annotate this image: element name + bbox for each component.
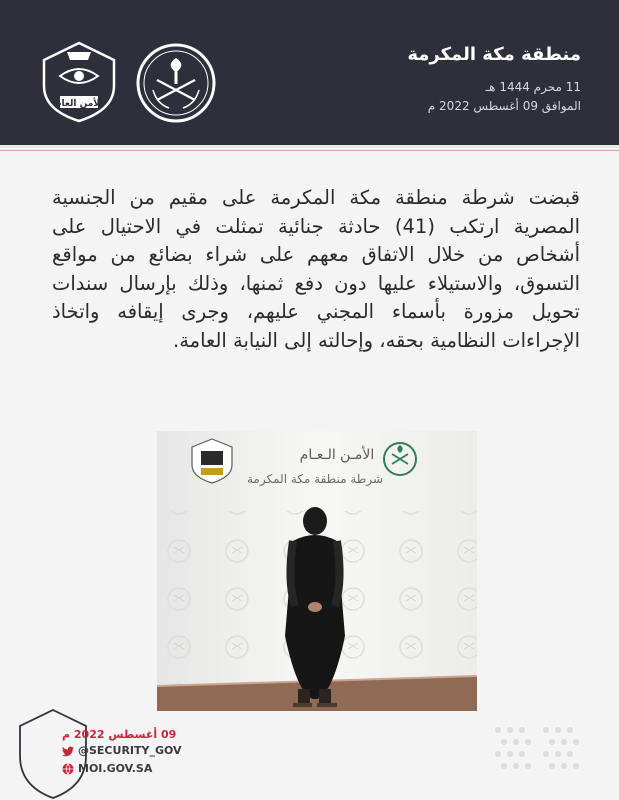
- header-divider: [0, 145, 619, 148]
- security-logo-text: الأمن العام: [54, 99, 104, 109]
- gregorian-date: الموافق 09 أغسطس 2022 م: [427, 99, 581, 113]
- region-title: منطقة مكة المكرمة: [407, 44, 581, 65]
- footer-date: 09 أغسطس 2022 م: [62, 728, 177, 741]
- twitter-handle[interactable]: [62, 744, 182, 757]
- photo-banner-subtitle: شرطة منطقة مكة المكرمة: [246, 472, 384, 486]
- public-security-logo-icon: [36, 40, 122, 124]
- photo-banner-title: الأمـن الـعـام: [299, 447, 375, 463]
- twitter-handle-text: @SECURITY_GOV: [78, 744, 182, 757]
- hijri-date: 11 محرم 1444 هـ: [485, 80, 581, 94]
- saudi-emblem-icon: [135, 42, 217, 124]
- suspect-photo: [157, 431, 477, 711]
- header-accent-line: [0, 150, 619, 151]
- news-body-text: قبضت شرطة منطقة مكة المكرمة على مقيم من الجنسية المصرية ارتكب (41) حادثة جنائية تمثلت في الاحتيال على أشخاص من خلال الاتفاق معهم على شراء بضائع من مواقع التسوق، والاستيلاء عليها دون دفع ثمنها، وذلك بإرسال سندات تحويل مزورة بأسماء المجني عليهم، وجرى إيقافه واتخاذ الإجراءات النظامية بحقه، وإحالته إلى النيابة العامة.: [52, 186, 580, 352]
- twitter-icon: [62, 746, 74, 757]
- website-link[interactable]: [62, 762, 152, 775]
- photo-scene: [157, 431, 477, 711]
- police-badge-icon: [192, 439, 232, 483]
- decorative-dots: [488, 722, 588, 776]
- globe-icon: [62, 763, 74, 775]
- website-text: MOI.GOV.SA: [78, 762, 153, 775]
